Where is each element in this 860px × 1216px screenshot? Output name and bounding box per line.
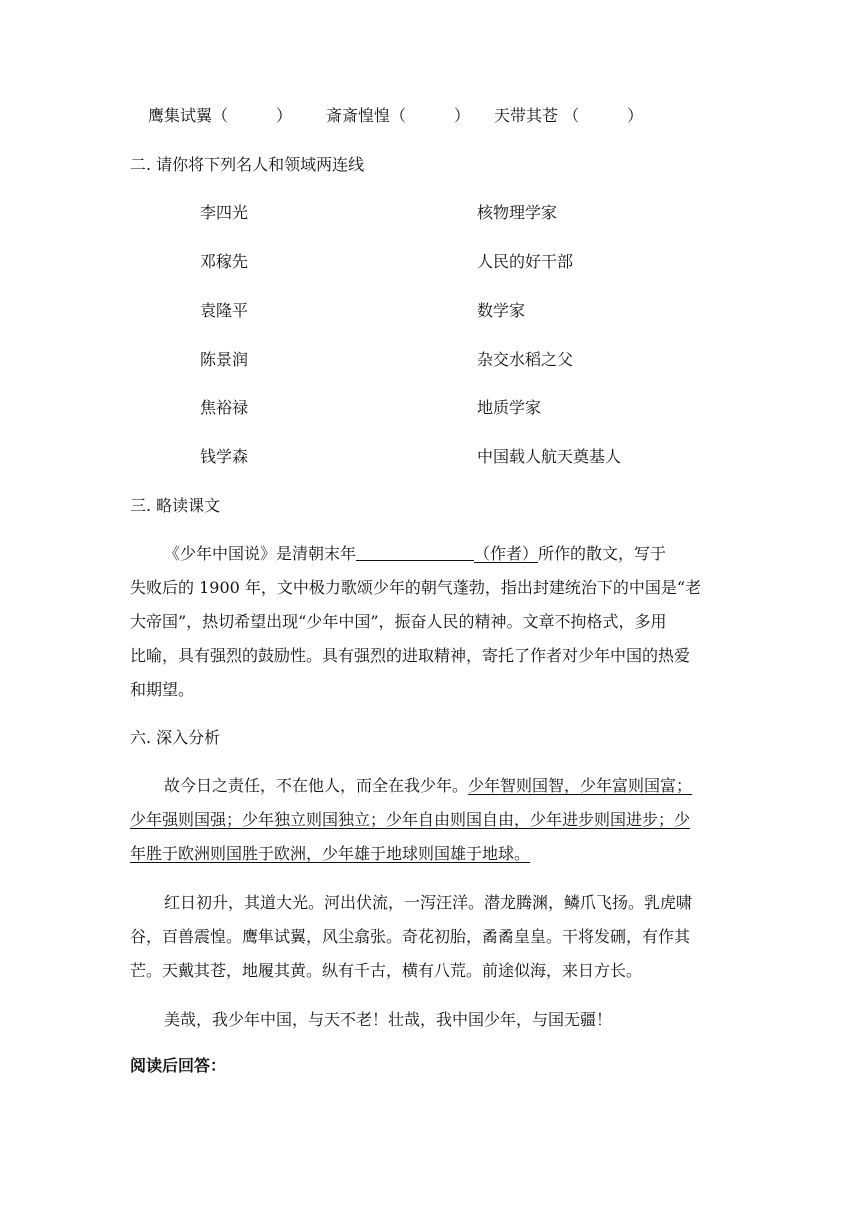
name-item: 钱学森 [200,447,249,466]
idiom-item-2: 斎斎惶惶（ ） [326,106,471,125]
s6-p3: 美哉，我少年中国，与天不老！壮哉，我中国少年，与国无疆！ [164,1010,613,1029]
s3-line1-post: 所作的散文，写于 [538,544,667,563]
section-6-title: 六. 深入分析 [130,728,221,747]
idiom-item-1: 鹰集试翼（ ） [148,106,293,125]
field-item: 中国载人航天奠基人 [477,447,622,466]
section-3-line-5: 和期望。 [130,680,195,699]
field-item: 杂交水稻之父 [477,350,574,369]
name-item: 陈景润 [200,350,249,369]
s6-p2-line-2: 谷，百兽震惶。鹰隼试翼，风尘翕张。奇花初胎，矞矞皇皇。干将发硎，有作其 [130,927,691,946]
section-3-title: 三. 略读课文 [130,496,221,515]
section-3-line-4: 比喻，具有强烈的鼓励性。具有强烈的进取精神，寄托了作者对少年中国的热爱 [130,646,691,665]
section-3-line-1 [130,537,730,571]
idioms-row [148,106,748,126]
section-3-line-2: 失败后的 1900 年，文中极力歌颂少年的朝气蓬勃，指出封建统治下的中国是“老 [130,578,702,597]
answer-prompt: 阅读后回答： [130,1056,227,1075]
author-label: （作者） [474,544,539,563]
field-item: 地质学家 [477,398,542,417]
s6-p2-line-3: 芒。天戴其苍，地履其黄。纵有千古，横有八荒。前途似海，来日方长。 [130,961,643,980]
field-item: 核物理学家 [477,203,558,222]
name-item: 焦裕禄 [200,398,249,417]
field-item: 人民的好干部 [477,252,574,271]
name-item: 李四光 [200,203,249,222]
s6-p1-underlined-3: 年胜于欧洲则国胜于欧洲，少年雄于地球则国雄于地球。 [130,844,531,863]
field-item: 数学家 [477,301,526,320]
section-2-title: 二. 请你将下列名人和领域两连线 [130,155,365,174]
s6-p2-line-1: 红日初升，其道大光。河出伏流，一泻汪洋。潜龙腾渊，鳞爪飞扬。乳虎啸 [164,893,693,912]
author-blank[interactable] [356,544,474,561]
s3-line1-pre: 《少年中国说》是清朝末年 [164,544,357,563]
idiom-item-3: 天带其苍 （ ） [494,106,644,125]
s6-p1-underlined-1: 少年智则国智，少年富则国富； [468,776,693,795]
name-item: 邓稼先 [200,252,249,271]
s6-p1-line-1 [130,769,730,803]
section-3-line-3: 大帝国”，热切希望出现“少年中国”，振奋人民的精神。文章不拘格式，多用 [130,612,667,631]
s6-p1-underlined-2: 少年强则国强；少年独立则国独立；少年自由则国自由，少年进步则国进步；少 [130,810,691,829]
s6-p1-plain: 故今日之责任，不在他人，而全在我少年。 [164,776,469,795]
name-item: 袁隆平 [200,301,249,320]
